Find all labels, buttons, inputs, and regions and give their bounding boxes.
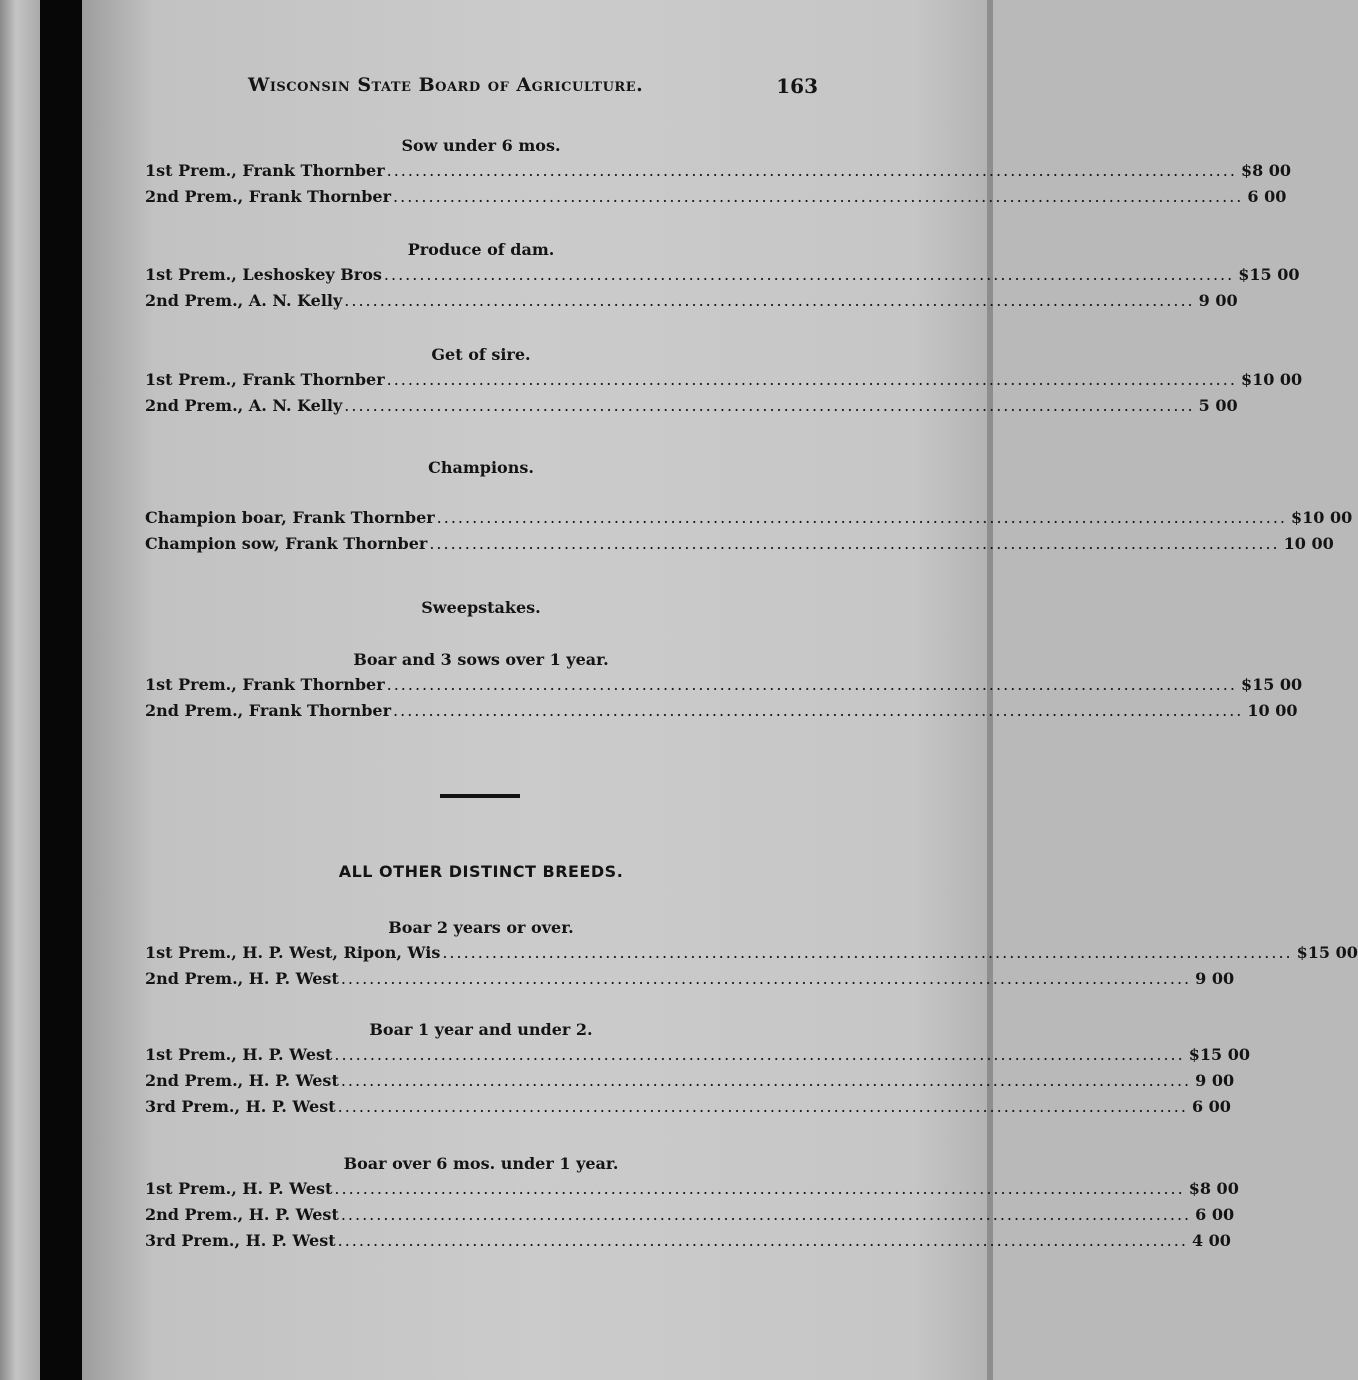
premium-row bbox=[145, 265, 1300, 287]
section-heading: Boar 1 year and under 2. bbox=[369, 1020, 593, 1039]
premium-label: Champion sow, Frank Thornber bbox=[145, 534, 428, 553]
premium-amount: 6 00 bbox=[1191, 1097, 1231, 1116]
premium-label: 1st Prem., H. P. West bbox=[145, 1179, 333, 1198]
premium-amount: 4 00 bbox=[1191, 1231, 1231, 1250]
premium-row bbox=[145, 675, 1303, 697]
premium-row bbox=[145, 370, 1303, 392]
premium-amount: 10 00 bbox=[1283, 534, 1334, 553]
premium-row bbox=[145, 1231, 1231, 1253]
premium-amount: $15 00 bbox=[1296, 943, 1358, 962]
dot-leader: ........................................................................................................................ bbox=[393, 187, 1244, 206]
premium-amount: 6 00 bbox=[1247, 187, 1287, 206]
section-heading: Boar 2 years or over. bbox=[388, 918, 574, 937]
section-heading: Sweepstakes. bbox=[421, 598, 541, 617]
dot-leader: ........................................................................................................................ bbox=[334, 1179, 1185, 1198]
dot-leader: ........................................................................................................................ bbox=[337, 1231, 1188, 1250]
dot-leader: ........................................................................................................................ bbox=[337, 1097, 1188, 1116]
premium-row bbox=[145, 969, 1235, 991]
premium-amount: 10 00 bbox=[1247, 701, 1298, 720]
page-number: 163 bbox=[776, 74, 818, 98]
dot-leader: ........................................................................................................................ bbox=[436, 508, 1287, 527]
premium-amount: $10 00 bbox=[1240, 370, 1303, 389]
premium-label: 2nd Prem., H. P. West bbox=[145, 1205, 339, 1224]
premium-label: 1st Prem., H. P. West bbox=[145, 1045, 333, 1064]
premium-amount: $8 00 bbox=[1240, 161, 1292, 180]
section-heading: Champions. bbox=[428, 458, 534, 477]
premium-row bbox=[145, 291, 1238, 313]
running-header bbox=[248, 74, 818, 104]
premium-label: 1st Prem., Frank Thornber bbox=[145, 675, 385, 694]
section-heading: Sow under 6 mos. bbox=[401, 136, 561, 155]
premium-row bbox=[145, 187, 1287, 209]
dot-leader: ........................................................................................................................ bbox=[383, 265, 1235, 284]
dot-leader: ........................................................................................................................ bbox=[386, 161, 1237, 180]
premium-label: 2nd Prem., H. P. West bbox=[145, 1071, 339, 1090]
premium-row bbox=[145, 534, 1334, 556]
dot-leader: ........................................................................................................................ bbox=[340, 1071, 1192, 1090]
dot-leader: ........................................................................................................................ bbox=[429, 534, 1280, 553]
section-subheading: Boar and 3 sows over 1 year. bbox=[353, 650, 609, 669]
book-gutter bbox=[0, 0, 40, 1380]
premium-amount: $15 00 bbox=[1238, 265, 1300, 284]
premium-row bbox=[145, 1071, 1235, 1093]
premium-label: 2nd Prem., Frank Thornber bbox=[145, 187, 392, 206]
premium-label: 2nd Prem., A. N. Kelly bbox=[145, 396, 343, 415]
breed-heading: ALL OTHER DISTINCT BREEDS. bbox=[338, 862, 624, 881]
premium-amount: $15 00 bbox=[1188, 1045, 1250, 1064]
premium-label: 3rd Prem., H. P. West bbox=[145, 1097, 336, 1116]
premium-row bbox=[145, 508, 1353, 530]
premium-row bbox=[145, 701, 1298, 723]
section-heading: Get of sire. bbox=[431, 345, 531, 364]
premium-row bbox=[145, 1205, 1235, 1227]
dot-leader: ........................................................................................................................ bbox=[344, 291, 1195, 310]
premium-amount: 9 00 bbox=[1195, 969, 1235, 988]
dot-leader: ........................................................................................................................ bbox=[344, 396, 1195, 415]
premium-label: 2nd Prem., Frank Thornber bbox=[145, 701, 392, 720]
premium-row bbox=[145, 1097, 1231, 1119]
premium-label: 1st Prem., Frank Thornber bbox=[145, 370, 385, 389]
premium-row bbox=[145, 1179, 1239, 1201]
premium-amount: $10 00 bbox=[1290, 508, 1353, 527]
dot-leader: ........................................................................................................................ bbox=[340, 1205, 1192, 1224]
dot-leader: ........................................................................................................................ bbox=[386, 675, 1237, 694]
premium-row bbox=[145, 1045, 1250, 1067]
dot-leader: ........................................................................................................................ bbox=[340, 969, 1192, 988]
dot-leader: ........................................................................................................................ bbox=[442, 943, 1293, 962]
premium-row bbox=[145, 943, 1358, 965]
header-title: Wisconsin State Board of Agriculture. bbox=[248, 74, 644, 96]
premium-label: 2nd Prem., A. N. Kelly bbox=[145, 291, 343, 310]
premium-amount: $15 00 bbox=[1240, 675, 1303, 694]
premium-amount: 9 00 bbox=[1198, 291, 1238, 310]
section-divider bbox=[440, 794, 520, 798]
premium-row bbox=[145, 396, 1238, 418]
premium-amount: 6 00 bbox=[1195, 1205, 1235, 1224]
book-binding bbox=[40, 0, 82, 1380]
dot-leader: ........................................................................................................................ bbox=[386, 370, 1237, 389]
premium-label: 2nd Prem., H. P. West bbox=[145, 969, 339, 988]
dot-leader: ........................................................................................................................ bbox=[334, 1045, 1185, 1064]
section-heading: Produce of dam. bbox=[407, 240, 555, 259]
premium-label: 1st Prem., Frank Thornber bbox=[145, 161, 385, 180]
dot-leader: ........................................................................................................................ bbox=[393, 701, 1244, 720]
premium-row bbox=[145, 161, 1292, 183]
premium-label: Champion boar, Frank Thornber bbox=[145, 508, 435, 527]
premium-label: 1st Prem., Leshoskey Bros bbox=[145, 265, 382, 284]
premium-amount: $8 00 bbox=[1188, 1179, 1239, 1198]
section-heading: Boar over 6 mos. under 1 year. bbox=[343, 1154, 619, 1173]
premium-amount: 5 00 bbox=[1198, 396, 1238, 415]
premium-label: 1st Prem., H. P. West, Ripon, Wis bbox=[145, 943, 441, 962]
premium-amount: 9 00 bbox=[1195, 1071, 1235, 1090]
premium-label: 3rd Prem., H. P. West bbox=[145, 1231, 336, 1250]
